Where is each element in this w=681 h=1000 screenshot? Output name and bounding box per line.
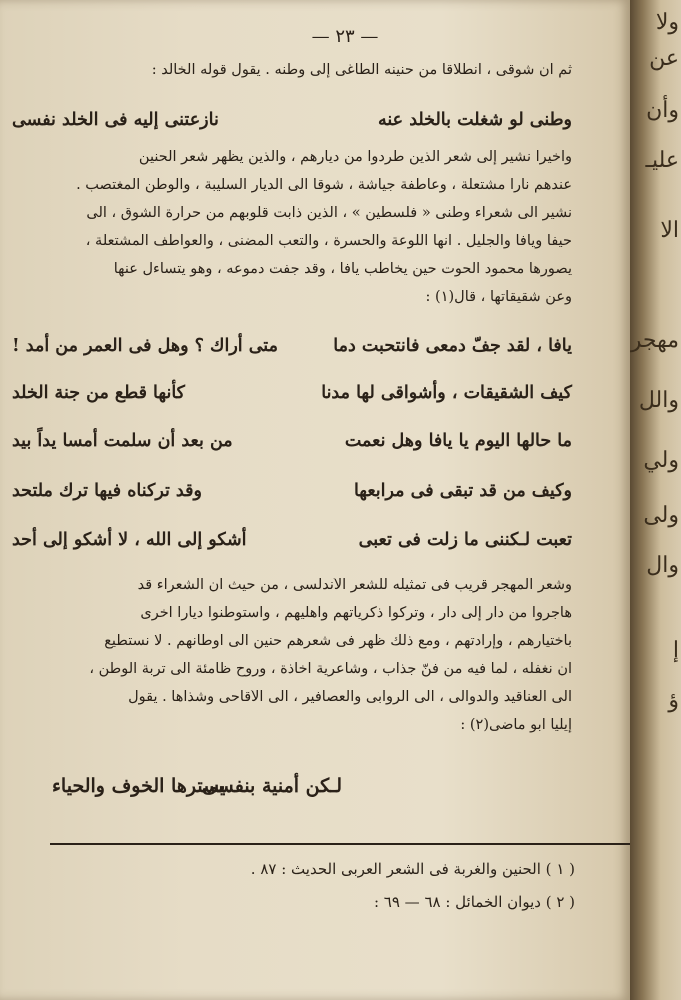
verse-first-hemistich: تعبت لـكننى ما زلت فى تعبى — [358, 530, 572, 550]
verse-first-hemistich: لـكن أمنية بنفسى — [201, 775, 342, 797]
text-line: عندهم ناراً مشتعلة ، وعاطفة جياشة ، شوقاً الى الديار السليبة ، والوطن المغتصب . — [76, 178, 572, 193]
text-line: وعن شقيقاتها ، قال(١) : — [425, 290, 572, 305]
adjacent-page-fragment: مهجر — [630, 328, 679, 353]
adjacent-page-fragment: ولا — [655, 10, 679, 35]
adjacent-page-fragment: وأن — [646, 98, 679, 123]
footnote: ( ٢ ) ديوان الخمائل : ٦٨ — ٦٩ : — [373, 893, 575, 911]
verse-line — [12, 481, 572, 517]
adjacent-page-fragment: والل — [638, 388, 679, 413]
verse-line — [12, 336, 572, 372]
verse-first-hemistich: وكيف من قد تبقى فى مرابعها — [353, 481, 572, 501]
text-line: باختيارهم ، وإرادتهم ، ومع ذلك ظهر فى شعرهم حنين الى أوطانهم . لا نستطيع — [104, 634, 572, 649]
text-line: الى العناقيد والدوالى ، الى الروابى والعصافير ، الى الأقاحى وشذاها . يقول — [128, 690, 572, 705]
verse-line — [12, 383, 572, 419]
adjacent-page-fragment: وال — [646, 553, 679, 578]
verse-first-hemistich: وطنى لو شغلت بالخلد عنه — [378, 110, 572, 130]
text-line: نشير الى شعراء وطنى « فلسطين » ، الذين ذابت قلوبهم من حرارة الشوق ، الى — [86, 206, 572, 221]
verse-second-hemistich: وقد تركناه فيها ترك ملتحد — [12, 481, 202, 501]
page-number: — ٢٣ — — [311, 26, 379, 47]
footnote-divider — [50, 843, 635, 845]
adjacent-page-fragment: ولي — [643, 448, 679, 473]
verse-second-hemistich: يسترها الخوف والحياء — [52, 775, 226, 797]
adjacent-page-fragment: الا — [660, 218, 679, 243]
text-line: ثم أن شوقى ، انطلاقاً من حنينه الطاغى إلى وطنه . يقول قوله الخالد : — [151, 63, 572, 78]
verse-second-hemistich: من بعد أن سلمت أمسا يداً بيد — [12, 431, 233, 451]
verse-line — [12, 775, 572, 811]
verse-first-hemistich: ما حالها اليوم يا يافا وهل نعمت — [344, 431, 572, 451]
adjacent-page-fragment: ولى — [643, 503, 679, 528]
text-line: حيفا ويافا والجليل . انها اللوعة والحسرة ، والتعب المضنى ، والعواطف المشتعلة ، — [85, 234, 572, 249]
verse-second-hemistich: نازعتنى إليه فى الخلد نفسى — [12, 110, 219, 130]
text-line: وأخيراً نشير إلى شعر الذين طردوا من ديارهم ، والذين يظهر شعر الحنين — [138, 150, 572, 165]
verse-second-hemistich: أشكو إلى الله ، لا أشكو إلى أحد — [12, 530, 247, 550]
verse-second-hemistich: متى أراك ؟ وهل فى العمر من أمد ! — [12, 336, 278, 356]
verse-line — [12, 110, 572, 146]
adjacent-page-fragment: إ — [672, 638, 679, 663]
text-line: يصورها محمود الحوت حين يخاطب يافا ، وقد جفت دموعه ، وهو يتساءل عنها — [113, 262, 572, 277]
text-line: هاجروا من دار إلى دار ، وتركوا ذكرياتهم وأهليهم ، واستوطنوا دياراً أخرى — [140, 606, 572, 621]
verse-first-hemistich: يافا ، لقد جفّ دمعى فانتحبت دما — [333, 336, 572, 356]
adjacent-page-fragment: ؤ — [668, 688, 679, 713]
verse-second-hemistich: كأنها قطع من جنة الخلد — [12, 383, 185, 403]
text-line: أن نغفله ، لما فيه من فنّ جذاب ، وشاعرية أخاذة ، وروح ظامئة الى تربة الوطن ، — [89, 662, 572, 677]
footnote: ( ١ ) الحنين والغربة فى الشعر العربى الحديث : ٨٧ . — [250, 860, 575, 878]
text-line: إيليا أبو ماضى(٢) : — [460, 718, 572, 733]
adjacent-page-edge — [630, 0, 681, 1000]
verse-line — [12, 530, 572, 566]
text-line: وشعر المهجر قريب فى تمثيله للشعر الأندلسى ، من حيث أن الشعراء قد — [137, 578, 572, 593]
adjacent-page-fragment: عليـ — [645, 148, 679, 173]
verse-line — [12, 431, 572, 467]
verse-first-hemistich: كيف الشقيقات ، وأشواقى لها مدنا — [321, 383, 572, 403]
adjacent-page-fragment: عن — [649, 46, 679, 71]
